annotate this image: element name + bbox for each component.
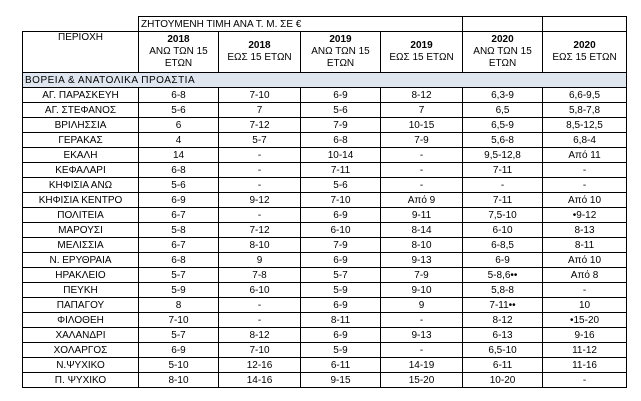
price-cell: 7,5-10 — [463, 208, 543, 223]
price-cell: 6-9 — [301, 328, 381, 343]
price-cell: 5,8-7,8 — [543, 103, 627, 118]
price-cell: - — [543, 178, 627, 193]
price-cell: 5-6 — [139, 178, 219, 193]
price-cell: 9-15 — [301, 373, 381, 388]
price-cell: 7 — [381, 103, 463, 118]
price-cell: 7-10 — [219, 88, 301, 103]
price-cell: 14 — [139, 148, 219, 163]
price-cell: 7-10 — [219, 343, 301, 358]
price-cell: Από 10 — [543, 193, 627, 208]
price-cell: 12-16 — [219, 358, 301, 373]
price-cell: Από 9 — [381, 193, 463, 208]
column-year: 2019 — [329, 34, 352, 45]
blank-cell — [543, 17, 627, 32]
price-cell: 9,5-12,8 — [463, 148, 543, 163]
price-cell: 6,8-4 — [543, 133, 627, 148]
price-cell: 15-20 — [381, 373, 463, 388]
price-cell: 6-9 — [139, 343, 219, 358]
column-header — [219, 32, 301, 73]
price-cell: 8-11 — [301, 313, 381, 328]
area-name: ΧΟΛΑΡΓΟΣ — [23, 343, 139, 358]
column-subtitle: ΕΩΣ 15 ΕΤΩΝ — [552, 52, 617, 63]
price-cell: - — [219, 313, 301, 328]
price-cell: 8-12 — [381, 88, 463, 103]
price-cell: - — [381, 178, 463, 193]
region-header: ΠΕΡΙΟΧΗ — [23, 32, 139, 73]
area-name: ΗΡΑΚΛΕΙΟ — [23, 268, 139, 283]
price-cell: 8-12 — [219, 328, 301, 343]
price-cell: 6,5-9 — [463, 118, 543, 133]
price-cell: 5,6-8 — [463, 133, 543, 148]
area-name: ΚΗΦΙΣΙΑ ΑΝΩ — [23, 178, 139, 193]
price-cell: 8 — [139, 298, 219, 313]
table-row — [23, 163, 627, 178]
price-cell: 6-9 — [301, 88, 381, 103]
price-cell: - — [219, 208, 301, 223]
price-table — [22, 16, 627, 388]
price-cell: - — [543, 283, 627, 298]
table-row — [23, 313, 627, 328]
price-cell: 5-7 — [301, 268, 381, 283]
table-row — [23, 358, 627, 373]
area-name: Ν. ΕΡΥΘΡΑΙΑ — [23, 253, 139, 268]
title-row — [23, 17, 627, 32]
column-subtitle: ΑΝΩ ΤΩΝ 15 ΕΤΩΝ — [311, 46, 370, 69]
price-cell: 5-9 — [301, 283, 381, 298]
column-subtitle: ΕΩΣ 15 ΕΤΩΝ — [389, 52, 454, 63]
price-cell: 7-11 — [463, 193, 543, 208]
price-cell: 5,8-8 — [463, 283, 543, 298]
table-row — [23, 328, 627, 343]
price-cell: 6-9 — [301, 253, 381, 268]
area-name: ΚΕΦΑΛΑΡΙ — [23, 163, 139, 178]
price-cell: 7-12 — [219, 118, 301, 133]
header-row — [23, 32, 627, 73]
price-cell: 8-10 — [381, 238, 463, 253]
table-row — [23, 208, 627, 223]
column-header — [301, 32, 381, 73]
price-cell: 8-13 — [543, 223, 627, 238]
price-cell: 8,5-12,5 — [543, 118, 627, 133]
area-name: Π. ΨΥΧΙΚΟ — [23, 373, 139, 388]
price-cell: 11-16 — [543, 358, 627, 373]
price-cell: 9 — [219, 253, 301, 268]
price-cell: - — [381, 313, 463, 328]
price-cell: 6-11 — [301, 358, 381, 373]
table-row — [23, 133, 627, 148]
area-name: ΚΗΦΙΣΙΑ ΚΕΝΤΡΟ — [23, 193, 139, 208]
price-cell: 6,5-10 — [463, 343, 543, 358]
price-cell: 7-9 — [301, 238, 381, 253]
price-cell: - — [219, 178, 301, 193]
price-cell: 9-11 — [381, 208, 463, 223]
table-row — [23, 298, 627, 313]
price-cell: 14-16 — [219, 373, 301, 388]
column-year: 2019 — [410, 40, 433, 51]
price-cell: 6-10 — [463, 223, 543, 238]
price-cell: 8-11 — [543, 238, 627, 253]
price-cell: - — [381, 343, 463, 358]
price-cell: 6,5 — [463, 103, 543, 118]
price-cell: 6-8 — [139, 163, 219, 178]
area-name: ΠΕΥΚΗ — [23, 283, 139, 298]
price-cell: Από 10 — [543, 253, 627, 268]
price-cell: 6-7 — [139, 238, 219, 253]
price-cell: 10-15 — [381, 118, 463, 133]
price-cell: 7-10 — [139, 313, 219, 328]
column-subtitle: ΑΝΩ ΤΩΝ 15 ΕΤΩΝ — [149, 46, 208, 69]
column-year: 2020 — [491, 34, 514, 45]
price-cell: 9-13 — [381, 253, 463, 268]
price-cell: 5-7 — [139, 328, 219, 343]
price-cell: 7-11•• — [463, 298, 543, 313]
area-name: ΕΚΑΛΗ — [23, 148, 139, 163]
table-row — [23, 178, 627, 193]
price-cell: •9-12 — [543, 208, 627, 223]
price-cell: 8-10 — [139, 373, 219, 388]
blank-cell — [23, 17, 139, 32]
price-cell: 7-12 — [219, 223, 301, 238]
price-cell: 9-10 — [381, 283, 463, 298]
price-cell: 8-10 — [219, 238, 301, 253]
price-cell: - — [219, 298, 301, 313]
table-row — [23, 268, 627, 283]
table-row — [23, 283, 627, 298]
price-cell: 9-13 — [381, 328, 463, 343]
price-cell: 7-10 — [301, 193, 381, 208]
price-cell: 6-7 — [139, 208, 219, 223]
price-cell: 6-10 — [301, 223, 381, 238]
area-name: ΦΙΛΟΘΕΗ — [23, 313, 139, 328]
table-row — [23, 373, 627, 388]
price-cell: 10 — [543, 298, 627, 313]
area-name: ΜΕΛΙΣΣΙΑ — [23, 238, 139, 253]
area-name: Ν.ΨΥΧΙΚΟ — [23, 358, 139, 373]
price-cell: 6-9 — [139, 193, 219, 208]
section-row — [23, 73, 627, 88]
price-cell: 5-6 — [139, 103, 219, 118]
price-cell: 6,3-9 — [463, 88, 543, 103]
price-cell: 7-8 — [219, 268, 301, 283]
price-cell: - — [463, 178, 543, 193]
price-cell: 6-13 — [463, 328, 543, 343]
price-cell: 7-11 — [301, 163, 381, 178]
price-cell: 5-6 — [301, 103, 381, 118]
column-year: 2020 — [573, 40, 596, 51]
price-cell: - — [381, 163, 463, 178]
table-row — [23, 253, 627, 268]
blank-cell — [463, 17, 543, 32]
area-name: ΑΓ. ΠΑΡΑΣΚΕΥΗ — [23, 88, 139, 103]
price-cell: 6-8 — [301, 133, 381, 148]
price-cell: 6-10 — [219, 283, 301, 298]
price-cell: 5-9 — [301, 343, 381, 358]
price-cell: 5-7 — [219, 133, 301, 148]
price-cell: 5-6 — [301, 178, 381, 193]
price-cell: 6 — [139, 118, 219, 133]
price-cell: 7-9 — [381, 133, 463, 148]
column-subtitle: ΑΝΩ ΤΩΝ 15 ΕΤΩΝ — [473, 46, 532, 69]
area-name: ΧΑΛΑΝΔΡΙ — [23, 328, 139, 343]
table-title: ΖΗΤΟΥΜΕΝΗ ΤΙΜΗ ΑΝΑ Τ. Μ. ΣΕ € — [139, 17, 463, 32]
price-cell: 9 — [381, 298, 463, 313]
column-header — [381, 32, 463, 73]
price-cell: 7-11 — [463, 163, 543, 178]
area-name: ΠΑΠΑΓΟΥ — [23, 298, 139, 313]
price-cell: Από 8 — [543, 268, 627, 283]
column-subtitle: ΕΩΣ 15 ΕΤΩΝ — [227, 52, 292, 63]
price-cell: 6-8 — [139, 253, 219, 268]
table-row — [23, 223, 627, 238]
price-cell: 10-20 — [463, 373, 543, 388]
table-row — [23, 238, 627, 253]
price-cell: 8-14 — [381, 223, 463, 238]
table-row — [23, 193, 627, 208]
price-cell: 11-12 — [543, 343, 627, 358]
table-row — [23, 343, 627, 358]
price-cell: - — [381, 148, 463, 163]
price-cell: 6-8,5 — [463, 238, 543, 253]
table-row — [23, 118, 627, 133]
price-cell: - — [219, 148, 301, 163]
column-year: 2018 — [167, 34, 190, 45]
price-cell: 6-8 — [139, 88, 219, 103]
price-cell: 9-16 — [543, 328, 627, 343]
area-name: ΜΑΡΟΥΣΙ — [23, 223, 139, 238]
price-cell: 6-9 — [463, 253, 543, 268]
price-cell: - — [543, 373, 627, 388]
column-header — [463, 32, 543, 73]
price-cell: 7 — [219, 103, 301, 118]
price-cell: 5-8,6•• — [463, 268, 543, 283]
table-row — [23, 148, 627, 163]
table-row — [23, 103, 627, 118]
price-cell: 4 — [139, 133, 219, 148]
price-cell: 6-9 — [301, 208, 381, 223]
price-cell: •15-20 — [543, 313, 627, 328]
price-cell: 7-9 — [381, 268, 463, 283]
column-header — [543, 32, 627, 73]
price-cell: 7-9 — [301, 118, 381, 133]
column-header — [139, 32, 219, 73]
price-cell: - — [543, 163, 627, 178]
area-name: ΑΓ. ΣΤΕΦΑΝΟΣ — [23, 103, 139, 118]
area-name: ΠΟΛΙΤΕΙΑ — [23, 208, 139, 223]
price-cell: - — [219, 163, 301, 178]
price-cell: 10-14 — [301, 148, 381, 163]
price-cell: 6-9 — [301, 298, 381, 313]
area-name: ΒΡΙΛΗΣΣΙΑ — [23, 118, 139, 133]
price-cell: 9-12 — [219, 193, 301, 208]
price-cell: 5-7 — [139, 268, 219, 283]
area-name: ΓΕΡΑΚΑΣ — [23, 133, 139, 148]
table-row — [23, 88, 627, 103]
column-year: 2018 — [248, 40, 271, 51]
price-cell: 6,6-9,5 — [543, 88, 627, 103]
price-cell: 14-19 — [381, 358, 463, 373]
price-cell: 6-11 — [463, 358, 543, 373]
price-cell: 5-10 — [139, 358, 219, 373]
price-cell: Από 11 — [543, 148, 627, 163]
section-label: ΒΟΡΕΙΑ & ΑΝΑΤΟΛΙΚΑ ΠΡΟΑΣΤΙΑ — [23, 73, 627, 88]
price-cell: 5-8 — [139, 223, 219, 238]
price-cell: 8-12 — [463, 313, 543, 328]
price-cell: 5-9 — [139, 283, 219, 298]
